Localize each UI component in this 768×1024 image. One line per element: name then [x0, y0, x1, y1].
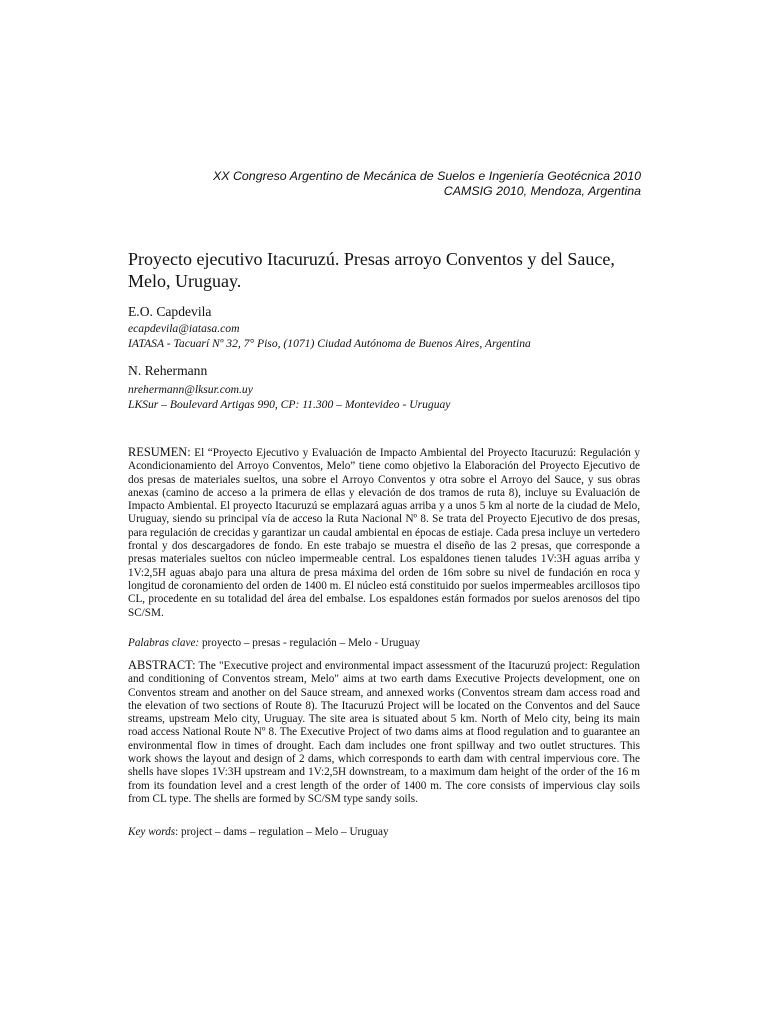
resumen-paragraph: [128, 446, 640, 620]
paper-title: Proyecto ejecutivo Itacuruzú. Presas arroyo Conventos y del Sauce, Melo, Uruguay.: [128, 249, 615, 291]
palabras-clave-text: proyecto – presas - regulación – Melo - Uruguay: [201, 637, 421, 649]
author-details: [128, 382, 450, 412]
key-words-text: : project – dams – regulation – Melo – Uruguay: [175, 826, 389, 838]
author-affiliation: IATASA - Tacuarí Nº 32, 7° Piso, (1071) Ciudad Autónoma de Buenos Aires, Argentina: [128, 337, 531, 350]
conference-name: XX Congreso Argentino de Mecánica de Suelos e Ingeniería Geotécnica 2010: [213, 169, 641, 183]
resumen-label: RESUMEN:: [128, 445, 191, 459]
author-name: E.O. Capdevila: [128, 304, 212, 319]
palabras-clave: [128, 637, 420, 649]
resumen-text: El “Proyecto Ejecutivo y Evaluación de Impacto Ambiental del Proyecto Itacuruzú: Regulación y Acondicionamiento del Arroyo Conventos, Melo” tiene como objetivo la Elaboración del Proyecto Ejecutivo de dos presas de materiales sueltos, una sobre el Arroyo Conventos y otra sobre el Arroyo del Sauce, y sus obras anexas (camino de acceso a la primera de ellas y elevación de dos tramos de ruta 8), incluye su Evaluación de Impacto Ambiental. El proyecto Itacuruzú se emplazará aguas arriba y a unos 5 km al norte de la ciudad de Melo, Uruguay, siendo su principal vía de acceso la Ruta Nacional Nº 8. Se trata del Proyecto Ejecutivo de dos presas, para regulación de crecidas y garantizar un caudal ambiental en épocas de estiaje. Cada presa incluye un vertedero frontal y dos descargadores de fondo. En este trabajo se muestra el diseño de las 2 presas, que corresponde a presas materiales sueltos con núcleo impermeable central. Los espaldones tienen taludes 1V:3H aguas arriba y 1V:2,5H aguas abajo para una altura de presa máxima del orden de 16m sobre su nivel de fundación en roca y longitud de coronamiento del orden de 1400 m. El núcleo está constituido por suelos impermeables arcillosos tipo CL, procedente en su totalidad del área del embalse. Los espaldones están formados por suelos arenosos del tipo SC/SM.: [128, 447, 641, 619]
palabras-clave-label: Palabras clave:: [128, 637, 200, 649]
conference-header: [213, 169, 641, 199]
author-email: nrehermann@lksur.com.uy: [128, 383, 253, 396]
author-email: ecapdevila@iatasa.com: [128, 322, 240, 335]
abstract-text: The "Executive project and environmental impact assessment of the Itacuruzú project: Regulation and conditioning of Conventos stream, Melo" aims at two earth dams Executive Projects development, one on Conventos stream and another on del Sauce stream, and annexed works (Conventos stream dam access road and the elevation of two sections of Route 8). The Itacuruzú Project will be located on the Conventos and del Sauce streams, upstream Melo city, Uruguay. The site area is situated about 5 km. North of Melo city, being its main road access National Route Nº 8. The Executive Project of two dams aims at flood regulation and to guarantee an environmental flow in times of drought. Each dam includes one front spillway and two outlet structures. This work shows the layout and design of 2 dams, which corresponds to earth dam with central impervious core. The shells have slopes 1V:3H upstream and 1V:2,5H downstream, to a maximum dam height of the order of the 16 m from its foundation level and a crest length of the order of 1400 m. The core consists of impervious clay soils from CL type. The shells are formed by SC/SM type sandy soils.: [128, 660, 640, 805]
author-name: N. Rehermann: [128, 363, 208, 378]
conference-location: CAMSIG 2010, Mendoza, Argentina: [443, 184, 641, 198]
abstract-paragraph: [128, 659, 640, 806]
abstract-label: ABSTRACT:: [128, 658, 196, 672]
author-affiliation: LKSur – Boulevard Artigas 990, CP: 11.300 – Montevideo - Uruguay: [128, 398, 451, 411]
author-details: [128, 321, 531, 351]
key-words: [128, 826, 389, 838]
key-words-label: Key words: [128, 826, 176, 838]
